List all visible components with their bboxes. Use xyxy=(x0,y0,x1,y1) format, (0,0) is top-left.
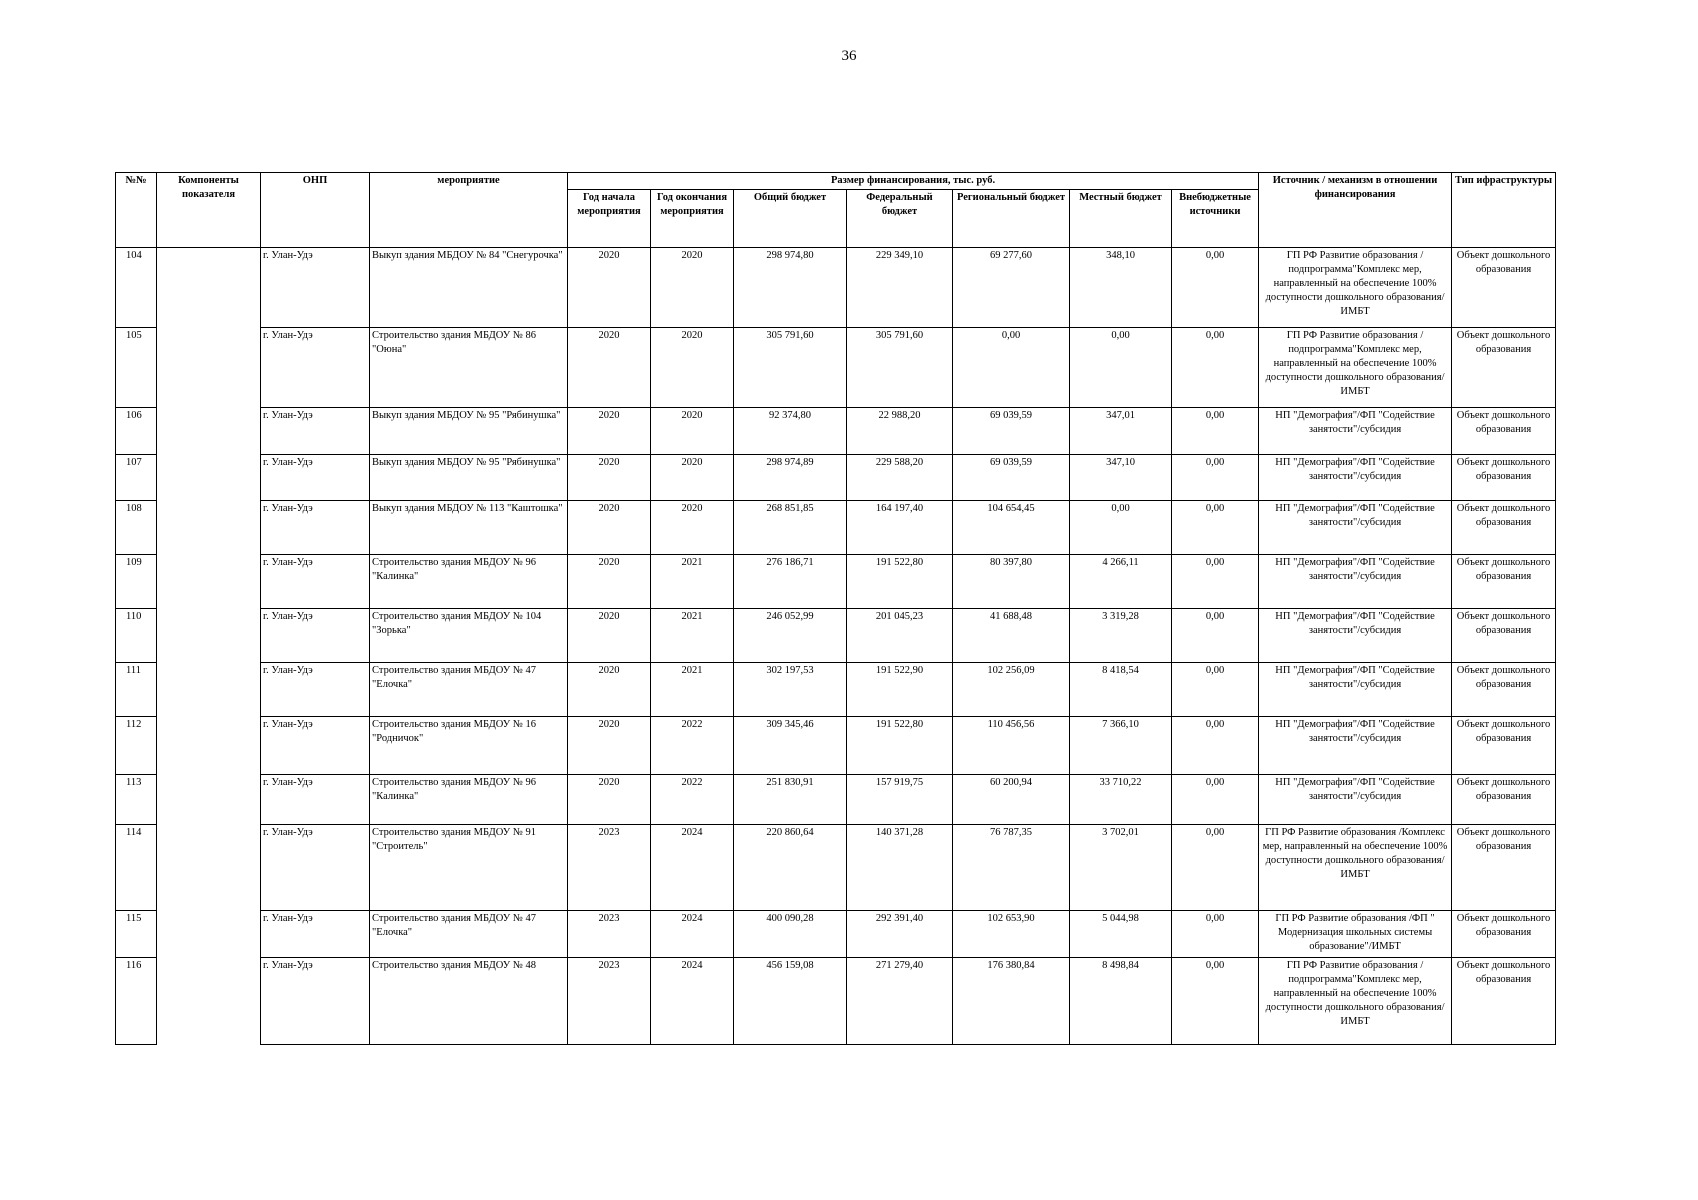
cell-onp: г. Улан-Удэ xyxy=(261,911,370,958)
cell-regional: 80 397,80 xyxy=(953,555,1070,609)
cell-infra-type: Объект дошкольного образования xyxy=(1452,328,1556,408)
table-row xyxy=(116,663,1556,717)
cell-local: 0,00 xyxy=(1070,328,1172,408)
cell-event: Выкуп здания МБДОУ № 113 "Каштошка" xyxy=(370,501,568,555)
page-number: 36 xyxy=(841,48,857,64)
cell-federal: 229 349,10 xyxy=(847,248,953,328)
cell-start-year: 2020 xyxy=(568,501,651,555)
cell-onp: г. Улан-Удэ xyxy=(261,609,370,663)
cell-num: 113 xyxy=(116,775,157,825)
cell-local: 347,10 xyxy=(1070,455,1172,501)
cell-event: Строительство здания МБДОУ № 96 "Калинка" xyxy=(370,775,568,825)
cell-num: 110 xyxy=(116,609,157,663)
table-row xyxy=(116,825,1556,911)
cell-components xyxy=(157,248,261,328)
header-extra: Внебюджетные источники xyxy=(1172,190,1259,248)
cell-source: НП "Демография"/ФП "Содействие занятости"/субсидия xyxy=(1259,775,1452,825)
cell-end-year: 2024 xyxy=(651,958,734,1045)
cell-extra: 0,00 xyxy=(1172,958,1259,1045)
cell-num: 116 xyxy=(116,958,157,1045)
cell-event: Строительство здания МБДОУ № 104 "Зорька" xyxy=(370,609,568,663)
cell-local: 7 366,10 xyxy=(1070,717,1172,775)
cell-source: ГП РФ Развитие образования /подпрограмма"Комплекс мер, направленный на обеспечение 100% доступности дошкольного образования/ИМБТ xyxy=(1259,328,1452,408)
cell-onp: г. Улан-Удэ xyxy=(261,775,370,825)
cell-total: 268 851,85 xyxy=(734,501,847,555)
cell-event: Строительство здания МБДОУ № 16 "Родничок" xyxy=(370,717,568,775)
cell-infra-type: Объект дошкольного образования xyxy=(1452,825,1556,911)
cell-total: 302 197,53 xyxy=(734,663,847,717)
cell-regional: 69 039,59 xyxy=(953,455,1070,501)
cell-num: 112 xyxy=(116,717,157,775)
cell-source: ГП РФ Развитие образования /ФП " Модернизация школьных системы образование"/ИМБТ xyxy=(1259,911,1452,958)
financing-table xyxy=(115,172,1556,1045)
cell-infra-type: Объект дошкольного образования xyxy=(1452,663,1556,717)
cell-federal: 22 988,20 xyxy=(847,408,953,455)
cell-extra: 0,00 xyxy=(1172,555,1259,609)
table-row xyxy=(116,717,1556,775)
cell-local: 33 710,22 xyxy=(1070,775,1172,825)
cell-federal: 229 588,20 xyxy=(847,455,953,501)
header-end-year: Год окончания мероприятия xyxy=(651,190,734,248)
header-total: Общий бюджет xyxy=(734,190,847,248)
cell-components xyxy=(157,455,261,501)
table-row xyxy=(116,248,1556,328)
cell-end-year: 2021 xyxy=(651,555,734,609)
header-infra-type: Тип ифраструктуры xyxy=(1452,173,1556,248)
header-financing: Размер финансирования, тыс. руб. xyxy=(568,173,1259,190)
cell-end-year: 2021 xyxy=(651,609,734,663)
cell-start-year: 2020 xyxy=(568,663,651,717)
cell-components xyxy=(157,958,261,1045)
cell-start-year: 2020 xyxy=(568,455,651,501)
cell-federal: 191 522,80 xyxy=(847,555,953,609)
cell-local: 3 702,01 xyxy=(1070,825,1172,911)
cell-end-year: 2022 xyxy=(651,717,734,775)
cell-federal: 305 791,60 xyxy=(847,328,953,408)
cell-event: Выкуп здания МБДОУ № 95 "Рябинушка" xyxy=(370,455,568,501)
table-row xyxy=(116,455,1556,501)
cell-local: 5 044,98 xyxy=(1070,911,1172,958)
table-row xyxy=(116,775,1556,825)
cell-regional: 102 653,90 xyxy=(953,911,1070,958)
header-event: мероприятие xyxy=(370,173,568,248)
cell-federal: 140 371,28 xyxy=(847,825,953,911)
cell-num: 114 xyxy=(116,825,157,911)
cell-onp: г. Улан-Удэ xyxy=(261,717,370,775)
cell-num: 115 xyxy=(116,911,157,958)
cell-end-year: 2022 xyxy=(651,775,734,825)
cell-source: НП "Демография"/ФП "Содействие занятости"/субсидия xyxy=(1259,555,1452,609)
cell-total: 400 090,28 xyxy=(734,911,847,958)
cell-infra-type: Объект дошкольного образования xyxy=(1452,501,1556,555)
cell-start-year: 2020 xyxy=(568,248,651,328)
cell-components xyxy=(157,328,261,408)
cell-components xyxy=(157,663,261,717)
cell-total: 456 159,08 xyxy=(734,958,847,1045)
cell-extra: 0,00 xyxy=(1172,663,1259,717)
cell-source: НП "Демография"/ФП "Содействие занятости"/субсидия xyxy=(1259,455,1452,501)
cell-start-year: 2020 xyxy=(568,775,651,825)
cell-start-year: 2020 xyxy=(568,408,651,455)
cell-onp: г. Улан-Удэ xyxy=(261,501,370,555)
cell-federal: 201 045,23 xyxy=(847,609,953,663)
cell-infra-type: Объект дошкольного образования xyxy=(1452,248,1556,328)
cell-num: 109 xyxy=(116,555,157,609)
cell-federal: 191 522,90 xyxy=(847,663,953,717)
cell-source: НП "Демография"/ФП "Содействие занятости"/субсидия xyxy=(1259,501,1452,555)
cell-num: 104 xyxy=(116,248,157,328)
cell-source: ГП РФ Развитие образования /подпрограмма"Комплекс мер, направленный на обеспечение 100% доступности дошкольного образования/ИМБТ xyxy=(1259,958,1452,1045)
cell-extra: 0,00 xyxy=(1172,328,1259,408)
cell-federal: 271 279,40 xyxy=(847,958,953,1045)
cell-num: 107 xyxy=(116,455,157,501)
cell-infra-type: Объект дошкольного образования xyxy=(1452,775,1556,825)
cell-federal: 157 919,75 xyxy=(847,775,953,825)
cell-num: 111 xyxy=(116,663,157,717)
cell-regional: 102 256,09 xyxy=(953,663,1070,717)
cell-event: Строительство здания МБДОУ № 86 "Оюна" xyxy=(370,328,568,408)
cell-components xyxy=(157,825,261,911)
cell-extra: 0,00 xyxy=(1172,911,1259,958)
table-row xyxy=(116,958,1556,1045)
cell-event: Строительство здания МБДОУ № 48 xyxy=(370,958,568,1045)
cell-local: 0,00 xyxy=(1070,501,1172,555)
cell-total: 305 791,60 xyxy=(734,328,847,408)
cell-components xyxy=(157,609,261,663)
cell-extra: 0,00 xyxy=(1172,501,1259,555)
cell-source: НП "Демография"/ФП "Содействие занятости"/субсидия xyxy=(1259,408,1452,455)
cell-onp: г. Улан-Удэ xyxy=(261,328,370,408)
cell-event: Строительство здания МБДОУ № 96 "Калинка" xyxy=(370,555,568,609)
cell-start-year: 2023 xyxy=(568,958,651,1045)
cell-end-year: 2024 xyxy=(651,825,734,911)
cell-extra: 0,00 xyxy=(1172,455,1259,501)
cell-event: Строительство здания МБДОУ № 47 "Елочка" xyxy=(370,911,568,958)
cell-federal: 292 391,40 xyxy=(847,911,953,958)
cell-infra-type: Объект дошкольного образования xyxy=(1452,609,1556,663)
cell-onp: г. Улан-Удэ xyxy=(261,555,370,609)
cell-onp: г. Улан-Удэ xyxy=(261,248,370,328)
cell-regional: 176 380,84 xyxy=(953,958,1070,1045)
table-row xyxy=(116,408,1556,455)
cell-total: 298 974,89 xyxy=(734,455,847,501)
cell-total: 92 374,80 xyxy=(734,408,847,455)
cell-components xyxy=(157,911,261,958)
cell-federal: 164 197,40 xyxy=(847,501,953,555)
cell-regional: 60 200,94 xyxy=(953,775,1070,825)
cell-start-year: 2023 xyxy=(568,911,651,958)
header-onp: ОНП xyxy=(261,173,370,248)
cell-end-year: 2020 xyxy=(651,408,734,455)
header-start-year: Год начала мероприятия xyxy=(568,190,651,248)
cell-extra: 0,00 xyxy=(1172,825,1259,911)
cell-source: ГП РФ Развитие образования /подпрограмма"Комплекс мер, направленный на обеспечение 100% доступности дошкольного образования/ИМБТ xyxy=(1259,248,1452,328)
cell-regional: 41 688,48 xyxy=(953,609,1070,663)
cell-end-year: 2020 xyxy=(651,248,734,328)
cell-local: 4 266,11 xyxy=(1070,555,1172,609)
cell-total: 251 830,91 xyxy=(734,775,847,825)
table-row xyxy=(116,609,1556,663)
cell-components xyxy=(157,555,261,609)
cell-num: 108 xyxy=(116,501,157,555)
cell-components xyxy=(157,408,261,455)
table-row xyxy=(116,555,1556,609)
cell-event: Выкуп здания МБДОУ № 84 "Снегурочка" xyxy=(370,248,568,328)
header-local: Местный бюджет xyxy=(1070,190,1172,248)
cell-num: 105 xyxy=(116,328,157,408)
cell-start-year: 2020 xyxy=(568,609,651,663)
header-components: Компоненты показателя xyxy=(157,173,261,248)
cell-total: 246 052,99 xyxy=(734,609,847,663)
cell-end-year: 2020 xyxy=(651,501,734,555)
cell-extra: 0,00 xyxy=(1172,609,1259,663)
cell-source: НП "Демография"/ФП "Содействие занятости"/субсидия xyxy=(1259,717,1452,775)
cell-infra-type: Объект дошкольного образования xyxy=(1452,958,1556,1045)
cell-infra-type: Объект дошкольного образования xyxy=(1452,455,1556,501)
table-body xyxy=(116,248,1556,1045)
cell-end-year: 2020 xyxy=(651,455,734,501)
cell-start-year: 2023 xyxy=(568,825,651,911)
table-row xyxy=(116,328,1556,408)
cell-end-year: 2021 xyxy=(651,663,734,717)
cell-regional: 0,00 xyxy=(953,328,1070,408)
cell-end-year: 2024 xyxy=(651,911,734,958)
cell-infra-type: Объект дошкольного образования xyxy=(1452,408,1556,455)
table-row xyxy=(116,501,1556,555)
cell-components xyxy=(157,775,261,825)
header-source: Источник / механизм в отношении финансирования xyxy=(1259,173,1452,248)
cell-onp: г. Улан-Удэ xyxy=(261,958,370,1045)
cell-extra: 0,00 xyxy=(1172,717,1259,775)
cell-total: 276 186,71 xyxy=(734,555,847,609)
cell-local: 347,01 xyxy=(1070,408,1172,455)
cell-infra-type: Объект дошкольного образования xyxy=(1452,717,1556,775)
cell-onp: г. Улан-Удэ xyxy=(261,663,370,717)
cell-start-year: 2020 xyxy=(568,555,651,609)
cell-federal: 191 522,80 xyxy=(847,717,953,775)
table-row xyxy=(116,911,1556,958)
cell-local: 8 418,54 xyxy=(1070,663,1172,717)
cell-onp: г. Улан-Удэ xyxy=(261,455,370,501)
cell-infra-type: Объект дошкольного образования xyxy=(1452,911,1556,958)
cell-start-year: 2020 xyxy=(568,328,651,408)
cell-onp: г. Улан-Удэ xyxy=(261,408,370,455)
cell-total: 309 345,46 xyxy=(734,717,847,775)
header-regional: Региональный бюджет xyxy=(953,190,1070,248)
cell-regional: 110 456,56 xyxy=(953,717,1070,775)
cell-local: 348,10 xyxy=(1070,248,1172,328)
header-num: №№ xyxy=(116,173,157,248)
cell-infra-type: Объект дошкольного образования xyxy=(1452,555,1556,609)
header-federal: Федеральный бюджет xyxy=(847,190,953,248)
cell-event: Выкуп здания МБДОУ № 95 "Рябинушка" xyxy=(370,408,568,455)
cell-onp: г. Улан-Удэ xyxy=(261,825,370,911)
cell-start-year: 2020 xyxy=(568,717,651,775)
cell-regional: 69 039,59 xyxy=(953,408,1070,455)
cell-local: 8 498,84 xyxy=(1070,958,1172,1045)
cell-components xyxy=(157,717,261,775)
cell-total: 220 860,64 xyxy=(734,825,847,911)
cell-regional: 76 787,35 xyxy=(953,825,1070,911)
cell-end-year: 2020 xyxy=(651,328,734,408)
cell-total: 298 974,80 xyxy=(734,248,847,328)
cell-regional: 104 654,45 xyxy=(953,501,1070,555)
cell-extra: 0,00 xyxy=(1172,248,1259,328)
cell-components xyxy=(157,501,261,555)
cell-source: ГП РФ Развитие образования /Комплекс мер, направленный на обеспечение 100% доступности дошкольного образования/ИМБТ xyxy=(1259,825,1452,911)
cell-local: 3 319,28 xyxy=(1070,609,1172,663)
cell-event: Строительство здания МБДОУ № 91 "Строитель" xyxy=(370,825,568,911)
cell-extra: 0,00 xyxy=(1172,408,1259,455)
cell-source: НП "Демография"/ФП "Содействие занятости"/субсидия xyxy=(1259,609,1452,663)
cell-num: 106 xyxy=(116,408,157,455)
cell-regional: 69 277,60 xyxy=(953,248,1070,328)
cell-source: НП "Демография"/ФП "Содействие занятости"/субсидия xyxy=(1259,663,1452,717)
cell-extra: 0,00 xyxy=(1172,775,1259,825)
cell-event: Строительство здания МБДОУ № 47 "Елочка" xyxy=(370,663,568,717)
